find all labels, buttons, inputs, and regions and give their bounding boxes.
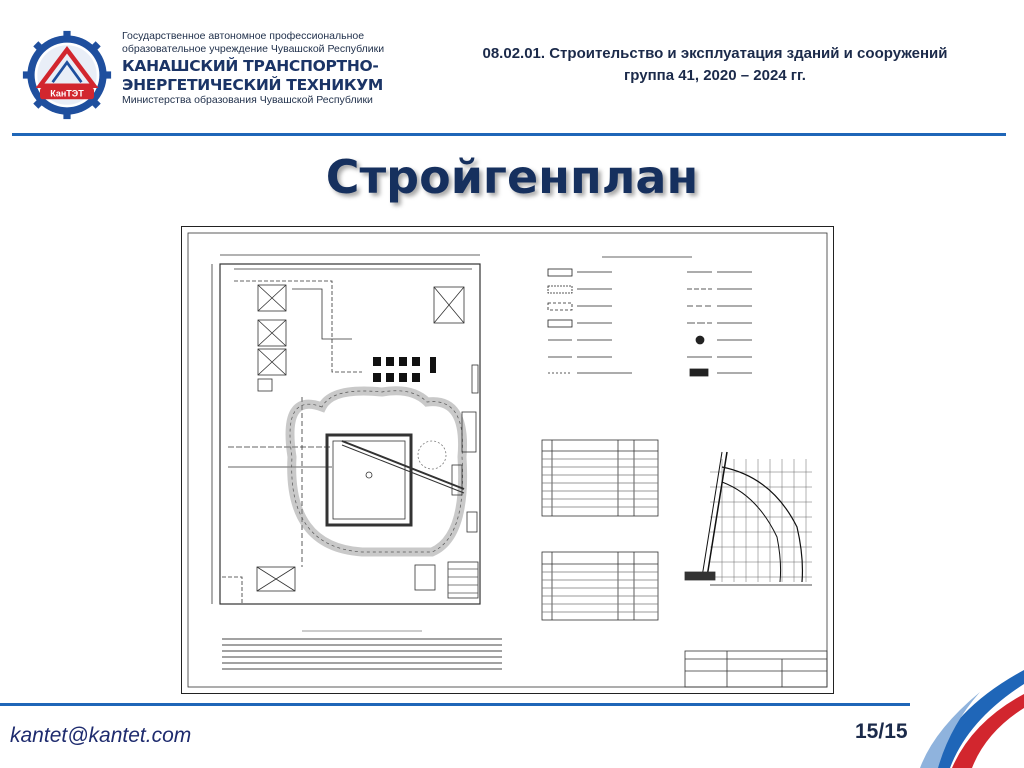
course-line-2: группа 41, 2020 – 2024 гг. <box>624 67 806 84</box>
org-name-line-2: ЭНЕРГЕТИЧЕСКИЙ ТЕХНИКУМ <box>122 76 384 94</box>
contact-email: kantet@kantet.com <box>10 724 192 747</box>
org-name-line-1: КАНАШСКИЙ ТРАНСПОРТНО- <box>122 57 379 75</box>
slide-title: Стройгенплан <box>325 150 699 204</box>
footer-divider <box>0 703 910 706</box>
course-title <box>420 43 1010 87</box>
org-line-2: образовательное учреждение Чувашской Республики <box>122 43 385 55</box>
site-plan-drawing <box>181 226 834 694</box>
page-counter: 15/15 <box>855 720 908 743</box>
course-line-1: 08.02.01. Строительство и эксплуатация зданий и сооружений <box>482 45 948 62</box>
header-divider <box>12 133 1006 136</box>
org-line-1: Государственное автономное профессиональное <box>122 30 365 42</box>
flag-swoosh-graphic <box>920 650 1024 768</box>
logo-text: КанТЭТ <box>50 88 84 99</box>
college-logo <box>22 30 112 120</box>
organization-block <box>122 30 385 107</box>
org-line-5: Министерства образования Чувашской Республики <box>122 94 373 106</box>
